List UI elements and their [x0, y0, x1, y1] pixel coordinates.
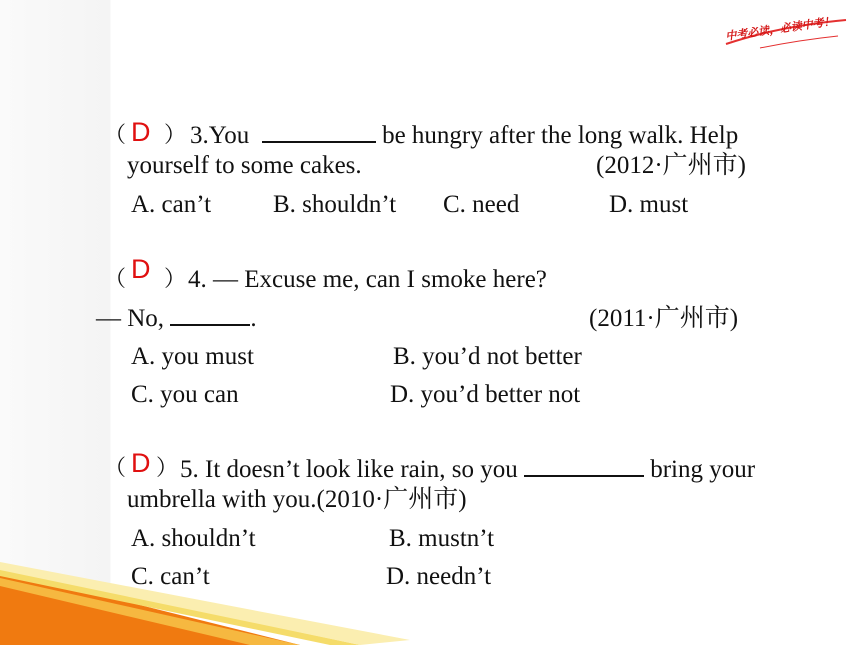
q5-answer: D: [131, 448, 151, 478]
q5-option-a: A. shouldn’t: [131, 525, 256, 552]
decorative-stripes: [0, 540, 420, 645]
logo-text: 中考必读，必读中考！: [724, 14, 836, 43]
q3-option-d: D. must: [609, 191, 689, 218]
q3-option-a: A. can’t: [131, 191, 212, 218]
q4-option-b: B. you’d not better: [393, 343, 582, 370]
q3-paren-open: （: [104, 122, 127, 147]
q4-stem-line1: 4. — Excuse me, can I smoke here?: [188, 266, 547, 293]
q5-option-c: C. can’t: [131, 563, 210, 590]
q3-option-c: C. need: [443, 191, 520, 218]
q3-paren-close: ）: [164, 122, 187, 147]
q3-stem-line1: [190, 123, 738, 148]
header-logo: [720, 14, 852, 54]
q5-option-b: B. mustn’t: [389, 525, 495, 552]
q4-answer: D: [131, 254, 151, 284]
q5-stem-line1: [180, 457, 755, 482]
q5-stem-line2: umbrella with you.(2010·广州市): [127, 486, 467, 513]
q3-stem-rest: be hungry after the long walk. Help: [382, 122, 739, 149]
q4-paren-open: （: [104, 266, 127, 291]
q5-blank: [524, 473, 644, 477]
q3-blank: [262, 139, 376, 143]
q3-answer: D: [131, 117, 151, 147]
q4-stem-line2: [96, 306, 257, 331]
q5-paren-open: （: [104, 455, 127, 480]
q4-reply-suffix: .: [250, 305, 257, 332]
q3-number: 3.You: [190, 122, 250, 149]
q4-reply-prefix: — No,: [96, 305, 165, 332]
q4-paren-close: ）: [164, 266, 187, 291]
q3-option-b: B. shouldn’t: [273, 191, 397, 218]
q5-paren-close: ）: [156, 455, 179, 480]
q5-stem-rest: bring your: [650, 456, 756, 483]
q3-source: (2012·广州市): [596, 152, 746, 179]
q4-option-d: D. you’d better not: [390, 381, 581, 408]
q4-option-c: C. you can: [131, 381, 239, 408]
q4-option-a: A. you must: [131, 343, 254, 370]
q4-source: (2011·广州市): [589, 305, 739, 332]
q4-blank: [170, 322, 250, 326]
q5-option-d: D. needn’t: [386, 563, 492, 590]
q5-stem-start: 5. It doesn’t look like rain, so you: [180, 456, 518, 483]
q3-stem-line2: yourself to some cakes.: [127, 152, 362, 179]
